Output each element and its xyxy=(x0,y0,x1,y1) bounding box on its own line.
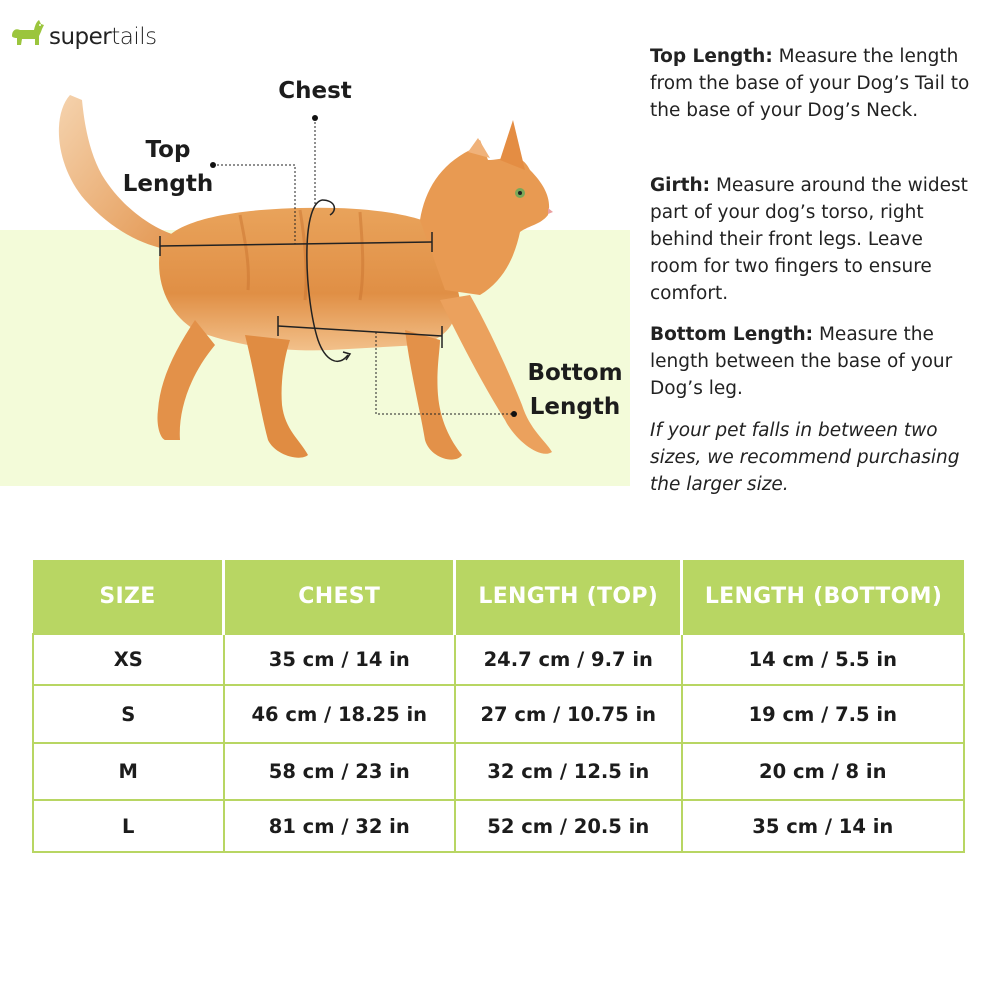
brand-name-part2: tails xyxy=(111,24,157,50)
brand-name-part1: super xyxy=(49,24,112,50)
bottom-length-instruction-title: Bottom Length: xyxy=(650,324,814,345)
header-size: SIZE xyxy=(33,560,224,634)
cell-size: L xyxy=(33,800,224,852)
top-length-label xyxy=(108,133,228,201)
top-length-instruction xyxy=(650,43,970,124)
cell-chest: 46 cm / 18.25 in xyxy=(224,685,455,743)
table-row xyxy=(33,743,964,800)
cell-size: XS xyxy=(33,634,224,685)
bottom-length-label-line2: Length xyxy=(529,394,621,420)
top-length-label-line1: Top xyxy=(145,137,191,163)
sizing-note: If your pet falls in between two sizes, we recommend purchasing the larger size. xyxy=(650,420,960,495)
cell-length-top: 52 cm / 20.5 in xyxy=(455,800,682,852)
table-header-row xyxy=(33,560,964,634)
bottom-length-instruction-text: Measure the length between the base of your Dog’s leg. xyxy=(650,324,953,399)
cell-chest: 58 cm / 23 in xyxy=(224,743,455,800)
bottom-length-label-line1: Bottom xyxy=(527,360,623,386)
brand-logo xyxy=(8,14,157,54)
top-length-instruction-title: Top Length: xyxy=(650,46,773,67)
cell-size: S xyxy=(33,685,224,743)
top-length-instruction-text: Measure the length from the base of your Dog’s Tail to the base of your Dog’s Neck. xyxy=(650,46,970,121)
cell-length-top: 27 cm / 10.75 in xyxy=(455,685,682,743)
header-length-bottom: LENGTH (BOTTOM) xyxy=(682,560,964,634)
chest-label xyxy=(270,74,360,108)
cell-length-bottom: 19 cm / 7.5 in xyxy=(682,685,964,743)
cat-back-leg xyxy=(157,320,215,440)
cell-length-top: 32 cm / 12.5 in xyxy=(455,743,682,800)
cell-length-bottom: 35 cm / 14 in xyxy=(682,800,964,852)
girth-instruction-text: Measure around the widest part of your dog’s torso, right behind their front legs. Leave room for two fingers to ensure comfort. xyxy=(650,175,968,304)
bottom-length-instruction xyxy=(650,321,970,402)
chest-label-text: Chest xyxy=(278,78,352,104)
cat-front-leg xyxy=(405,330,462,460)
table-row xyxy=(33,800,964,852)
size-chart-table xyxy=(32,560,965,853)
bottom-length-label xyxy=(515,356,635,424)
table-row xyxy=(33,685,964,743)
girth-instruction-title: Girth: xyxy=(650,175,711,196)
cell-length-top: 24.7 cm / 9.7 in xyxy=(455,634,682,685)
cat-illustration xyxy=(0,60,640,490)
header-chest: CHEST xyxy=(224,560,455,634)
header-length-top: LENGTH (TOP) xyxy=(455,560,682,634)
cell-length-bottom: 20 cm / 8 in xyxy=(682,743,964,800)
cell-chest: 35 cm / 14 in xyxy=(224,634,455,685)
brand-wordmark xyxy=(49,24,157,50)
cat-body xyxy=(159,208,460,351)
girth-instruction xyxy=(650,172,970,307)
cell-chest: 81 cm / 32 in xyxy=(224,800,455,852)
table-row xyxy=(33,634,964,685)
top-length-label-line2: Length xyxy=(122,171,214,197)
cat-head xyxy=(420,140,549,295)
cell-length-bottom: 14 cm / 5.5 in xyxy=(682,634,964,685)
dog-logo-icon xyxy=(8,14,48,54)
cell-size: M xyxy=(33,743,224,800)
